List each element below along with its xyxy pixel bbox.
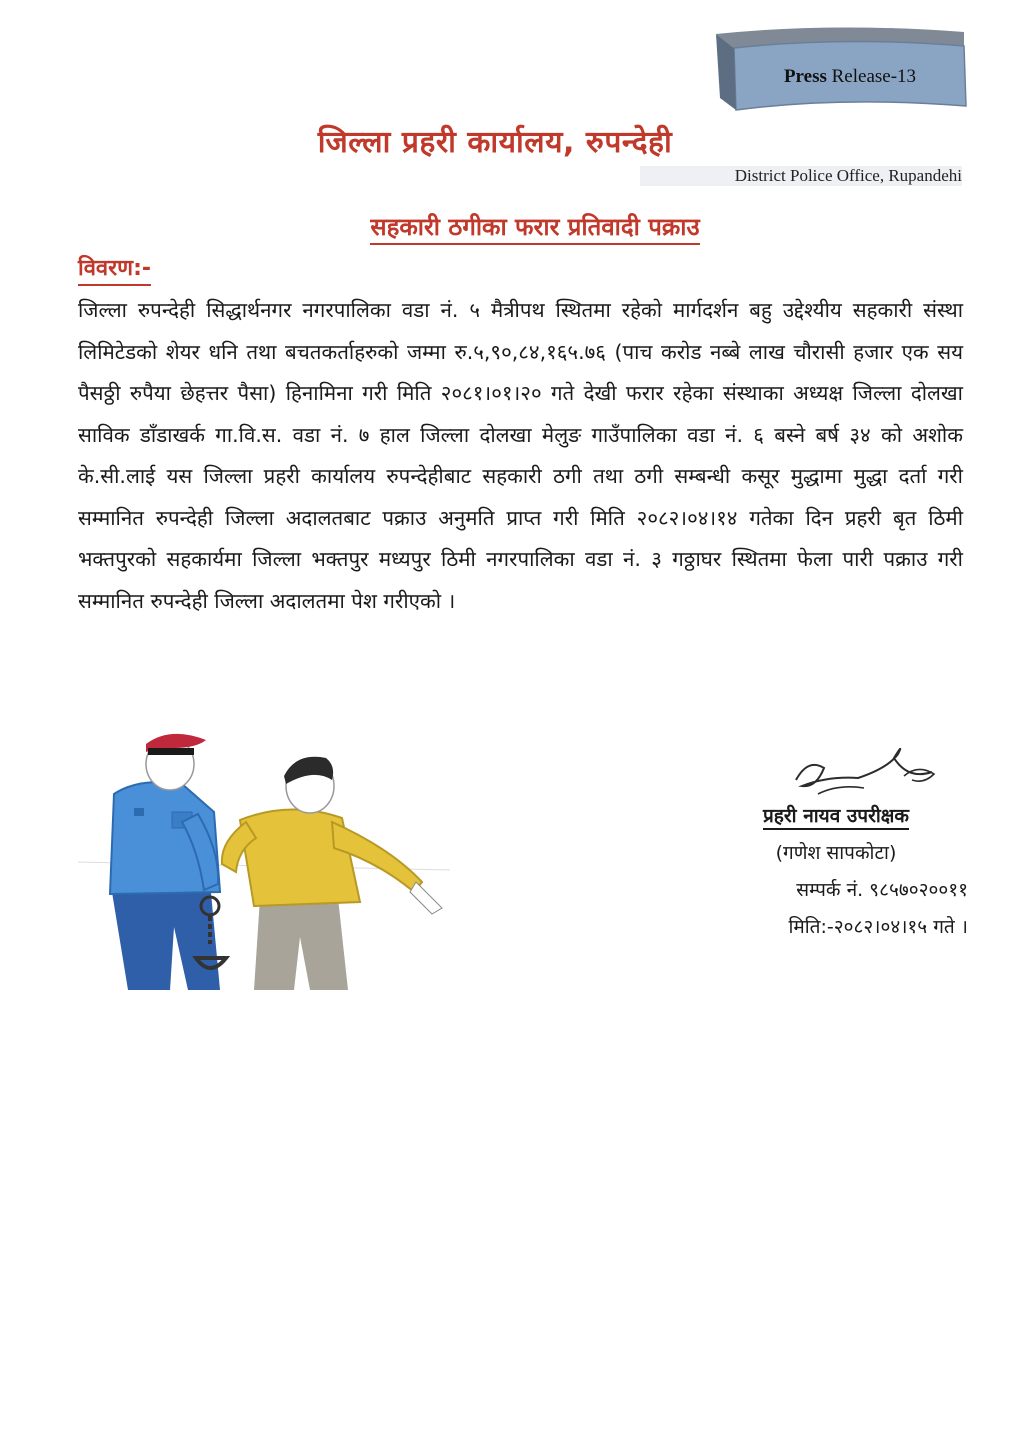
signature-mark xyxy=(728,728,960,808)
office-title: जिल्ला प्रहरी कार्यालय, रुपन्देही xyxy=(317,125,673,160)
signatory-contact: सम्पर्क नं. ९८५७०२००११ xyxy=(796,879,968,901)
office-title-english: District Police Office, Rupandehi xyxy=(640,166,962,186)
signatory-date: मिति:-२०८२।०४।१५ गते । xyxy=(788,916,968,938)
signatory-block xyxy=(700,798,972,946)
section-label: विवरण:- xyxy=(78,254,151,286)
body-paragraph: जिल्ला रुपन्देही सिद्धार्थनगर नगरपालिका वडा नं. ५ मैत्रीपथ स्थितमा रहेको मार्गदर्शन बहु उद्देश्यीय सहकारी संस्था लिमिटेडको शेयर धनि तथा बचतकर्ताहरुको जम्मा रु.५,९०,८४,१६५.७६ (पाच करोड नब्बे लाख चौरासी हजार एक सय पैसठ्ठी रुपैया छेहत्तर पैसा) हिनामिना गरी मिति २०८१।०१।२० गते देखी फरार रहेका संस्थाका अध्यक्ष जिल्ला दोलखा साविक डाँडाखर्क गा.वि.स. वडा नं. ७ हाल जिल्ला दोलखा मेलुङ गाउँपालिका वडा नं. ६ बस्ने बर्ष ३४ को अशोक के.सी.लाई यस जिल्ला प्रहरी कार्यालय रुपन्देहीबाट सहकारी ठगी तथा ठगी सम्बन्धी कसूर मुद्धामा मुद्धा दर्ता गरी सम्मानित रुपन्देही जिल्ला अदालतबाट पक्राउ अनुमति प्राप्त गरी मिति २०८२।०४।१४ गतेका दिन प्रहरी बृत ठिमी भक्तपुरको सहकार्यमा जिल्ला भक्तपुर मध्यपुर ठिमी नगरपालिका वडा नं. ३ गठ्ठाघर स्थितमा फेला पारी पक्राउ गरी सम्मानित रुपन्देही जिल्ला अदालतमा पेश गरीएको । xyxy=(78,298,963,613)
signatory-title: प्रहरी नायव उपरीक्षक xyxy=(700,798,972,835)
police-arrest-illustration xyxy=(70,722,460,990)
press-release-label: Press Release-13 xyxy=(783,66,917,87)
signatory-name: (गणेश सापकोटा) xyxy=(775,842,897,864)
press-headline: सहकारी ठगीका फरार प्रतिवादी पक्राउ xyxy=(180,210,890,243)
